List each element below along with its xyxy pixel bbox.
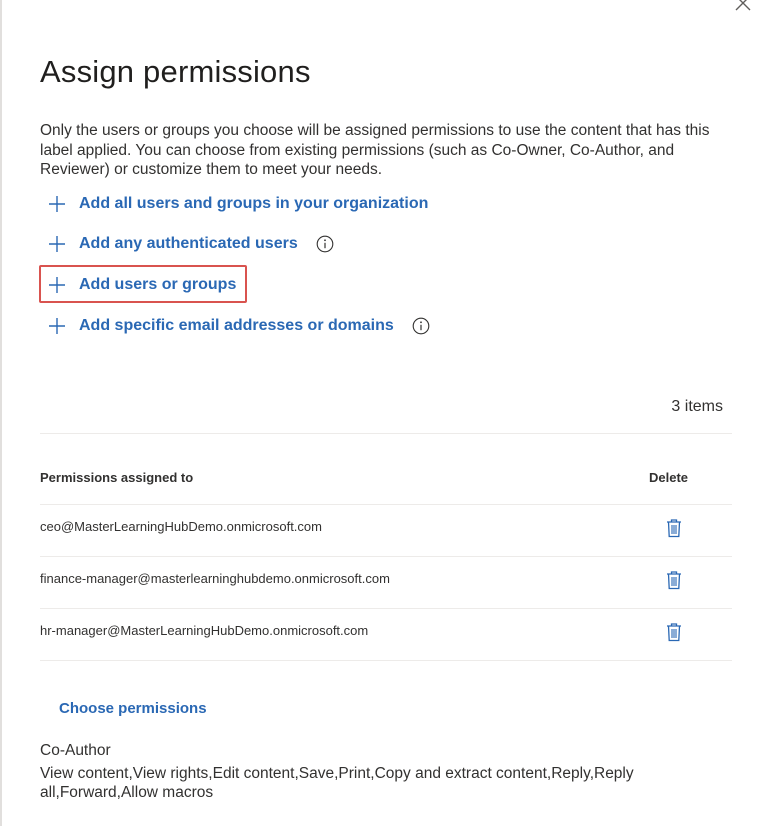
choose-permissions-link[interactable]: Choose permissions: [59, 700, 207, 717]
plus-icon: [47, 234, 67, 254]
add-all-users-groups-button[interactable]: [47, 192, 428, 216]
info-icon[interactable]: [412, 317, 430, 335]
action-label: Add any authenticated users: [79, 235, 298, 252]
add-users-or-groups-button[interactable]: [47, 273, 236, 297]
column-header-delete: Delete: [649, 470, 689, 485]
trash-icon[interactable]: [666, 570, 682, 590]
panel-description: Only the users or groups you choose will be assigned permissions to use the content that has this label applied. You can choose from existing permissions (such as Co-Owner, Co-Author, and Reviewer) or customize them to meet your needs.: [40, 122, 710, 178]
row-email: finance-manager@masterlearninghubdemo.onmicrosoft.com: [40, 571, 390, 586]
divider: [40, 433, 732, 434]
trash-icon[interactable]: [666, 622, 682, 642]
table-row: [40, 505, 732, 555]
item-count: 3 items: [671, 398, 723, 415]
page-title: Assign permissions: [40, 54, 311, 89]
add-authenticated-users-button[interactable]: [47, 232, 334, 256]
action-label: Add specific email addresses or domains: [79, 317, 394, 334]
plus-icon: [47, 194, 67, 214]
permission-name: Co-Author: [40, 742, 111, 759]
table-row: [40, 609, 732, 659]
panel-edge: [0, 0, 2, 826]
row-email: hr-manager@MasterLearningHubDemo.onmicrosoft.com: [40, 623, 369, 638]
divider: [40, 660, 732, 661]
row-email: ceo@MasterLearningHubDemo.onmicrosoft.com: [40, 519, 322, 534]
trash-icon[interactable]: [666, 518, 682, 538]
column-header-assigned-to: Permissions assigned to: [40, 470, 194, 485]
plus-icon: [47, 316, 67, 336]
action-label: Add all users and groups in your organization: [79, 195, 429, 212]
info-icon[interactable]: [316, 235, 334, 253]
permission-rights: View content,View rights,Edit content,Save,Print,Copy and extract content,Reply,Reply all,Forward,Allow macros: [40, 765, 634, 801]
close-icon[interactable]: [732, 0, 754, 14]
add-specific-emails-domains-button[interactable]: [47, 314, 430, 338]
plus-icon: [47, 275, 67, 295]
table-header: [40, 470, 732, 490]
table-row: [40, 557, 732, 607]
action-label: Add users or groups: [79, 276, 237, 293]
